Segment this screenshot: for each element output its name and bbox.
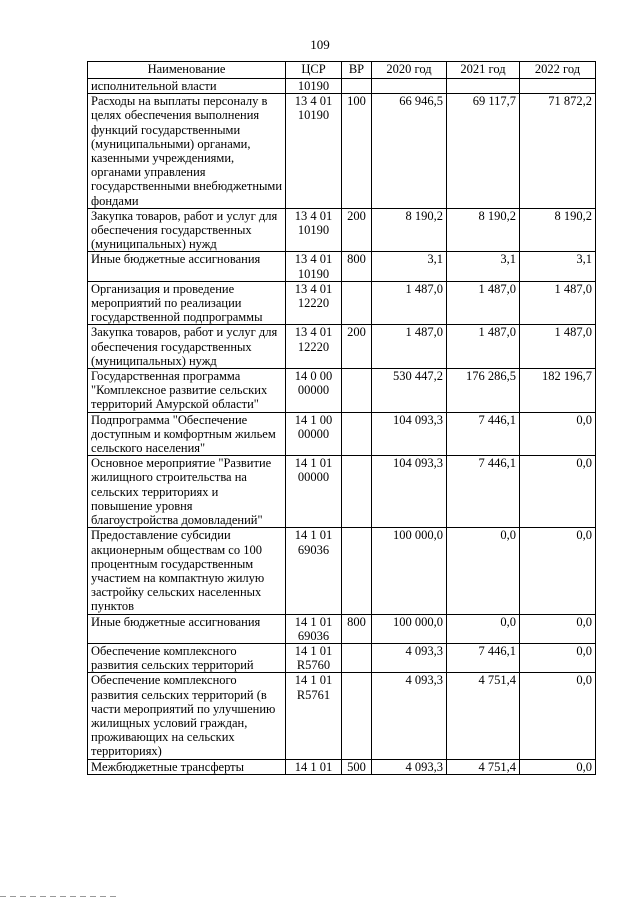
table-row xyxy=(88,412,596,456)
row-2021: 176 286,5 xyxy=(447,369,520,413)
row-name: исполнительной власти xyxy=(88,79,286,94)
row-2020: 104 093,3 xyxy=(372,412,447,456)
row-code: 13 4 01 10190 xyxy=(286,94,342,209)
row-2021 xyxy=(447,79,520,94)
row-code: 14 1 01 69036 xyxy=(286,614,342,643)
row-2020: 8 190,2 xyxy=(372,208,447,252)
table-row xyxy=(88,325,596,369)
row-name: Расходы на выплаты персоналу в целях обеспечения выполнения функций государственными (муниципальными) органами, казенными учреждениями, органами управления государственными внебюджетными фондами xyxy=(88,94,286,209)
row-code: 13 4 01 12220 xyxy=(286,325,342,369)
row-code: 13 4 01 10190 xyxy=(286,208,342,252)
row-vr: 200 xyxy=(342,208,372,252)
row-vr xyxy=(342,281,372,325)
row-vr: 500 xyxy=(342,759,372,774)
table-row xyxy=(88,79,596,94)
row-name: Закупка товаров, работ и услуг для обеспечения государственных (муниципальных) нужд xyxy=(88,208,286,252)
row-vr xyxy=(342,528,372,614)
row-code: 14 1 01 69036 xyxy=(286,528,342,614)
row-2020: 100 000,0 xyxy=(372,528,447,614)
row-code: 10190 xyxy=(286,79,342,94)
row-2020: 1 487,0 xyxy=(372,325,447,369)
row-2021: 4 751,4 xyxy=(447,759,520,774)
row-code: 13 4 01 12220 xyxy=(286,281,342,325)
scan-edge-mark xyxy=(0,896,120,897)
row-name: Обеспечение комплексного развития сельских территорий xyxy=(88,643,286,672)
row-2020: 1 487,0 xyxy=(372,281,447,325)
table-row xyxy=(88,208,596,252)
table-row xyxy=(88,759,596,774)
row-2022: 71 872,2 xyxy=(520,94,596,209)
row-vr xyxy=(342,673,372,759)
table-row xyxy=(88,643,596,672)
row-2021: 69 117,7 xyxy=(447,94,520,209)
row-vr xyxy=(342,456,372,528)
header-2022: 2022 год xyxy=(520,62,596,79)
row-vr xyxy=(342,79,372,94)
row-2021: 7 446,1 xyxy=(447,643,520,672)
row-code: 14 1 01 R5761 xyxy=(286,673,342,759)
row-2021: 7 446,1 xyxy=(447,412,520,456)
row-2022: 0,0 xyxy=(520,412,596,456)
row-2020: 4 093,3 xyxy=(372,643,447,672)
header-vr: ВР xyxy=(342,62,372,79)
row-vr: 800 xyxy=(342,614,372,643)
row-2022: 0,0 xyxy=(520,456,596,528)
row-2021: 0,0 xyxy=(447,528,520,614)
row-code: 14 1 00 00000 xyxy=(286,412,342,456)
row-name: Иные бюджетные ассигнования xyxy=(88,252,286,281)
row-2022 xyxy=(520,79,596,94)
table-row xyxy=(88,281,596,325)
row-2020 xyxy=(372,79,447,94)
row-vr: 200 xyxy=(342,325,372,369)
row-2022: 8 190,2 xyxy=(520,208,596,252)
table-row xyxy=(88,614,596,643)
row-2020: 104 093,3 xyxy=(372,456,447,528)
page-number: 109 xyxy=(310,37,330,52)
row-2021: 8 190,2 xyxy=(447,208,520,252)
header-2021: 2021 год xyxy=(447,62,520,79)
row-2020: 530 447,2 xyxy=(372,369,447,413)
row-name: Обеспечение комплексного развития сельских территорий (в части мероприятий по улучшению жилищных условий граждан, проживающих на сельских территориях) xyxy=(88,673,286,759)
row-2020: 4 093,3 xyxy=(372,759,447,774)
row-2021: 3,1 xyxy=(447,252,520,281)
row-2020: 3,1 xyxy=(372,252,447,281)
row-2022: 0,0 xyxy=(520,673,596,759)
row-2022: 0,0 xyxy=(520,614,596,643)
row-name: Предоставление субсидии акционерным обществам со 100 процентным государственным участием на компактную жилую застройку сельских населенных пунктов xyxy=(88,528,286,614)
row-2021: 1 487,0 xyxy=(447,325,520,369)
row-code: 14 1 01 R5760 xyxy=(286,643,342,672)
row-2022: 1 487,0 xyxy=(520,325,596,369)
row-code: 13 4 01 10190 xyxy=(286,252,342,281)
row-2022: 1 487,0 xyxy=(520,281,596,325)
row-code: 14 1 01 00000 xyxy=(286,456,342,528)
row-name: Организация и проведение мероприятий по реализации государственной подпрограммы xyxy=(88,281,286,325)
table-row xyxy=(88,94,596,209)
row-name: Подпрограмма "Обеспечение доступным и комфортным жильем сельского населения" xyxy=(88,412,286,456)
row-name: Межбюджетные трансферты xyxy=(88,759,286,774)
budget-table xyxy=(87,61,596,775)
row-vr xyxy=(342,369,372,413)
row-2022: 182 196,7 xyxy=(520,369,596,413)
row-code: 14 0 00 00000 xyxy=(286,369,342,413)
row-2021: 7 446,1 xyxy=(447,456,520,528)
row-2022: 0,0 xyxy=(520,528,596,614)
row-2021: 1 487,0 xyxy=(447,281,520,325)
row-2020: 100 000,0 xyxy=(372,614,447,643)
row-2022: 0,0 xyxy=(520,643,596,672)
row-vr xyxy=(342,412,372,456)
row-vr xyxy=(342,643,372,672)
table-row xyxy=(88,528,596,614)
row-2020: 66 946,5 xyxy=(372,94,447,209)
row-code: 14 1 01 xyxy=(286,759,342,774)
table-row xyxy=(88,673,596,759)
row-name: Государственная программа "Комплексное развитие сельских территорий Амурской области" xyxy=(88,369,286,413)
header-code: ЦСР xyxy=(286,62,342,79)
row-2021: 0,0 xyxy=(447,614,520,643)
row-2020: 4 093,3 xyxy=(372,673,447,759)
row-2022: 3,1 xyxy=(520,252,596,281)
row-vr: 100 xyxy=(342,94,372,209)
header-name: Наименование xyxy=(88,62,286,79)
table-row xyxy=(88,369,596,413)
table-header-row xyxy=(88,62,596,79)
row-2022: 0,0 xyxy=(520,759,596,774)
table-row xyxy=(88,456,596,528)
row-2021: 4 751,4 xyxy=(447,673,520,759)
table-row xyxy=(88,252,596,281)
row-name: Иные бюджетные ассигнования xyxy=(88,614,286,643)
row-name: Основное мероприятие "Развитие жилищного строительства на сельских территориях и повышение уровня благоустройства домовладений" xyxy=(88,456,286,528)
row-vr: 800 xyxy=(342,252,372,281)
row-name: Закупка товаров, работ и услуг для обеспечения государственных (муниципальных) нужд xyxy=(88,325,286,369)
header-2020: 2020 год xyxy=(372,62,447,79)
